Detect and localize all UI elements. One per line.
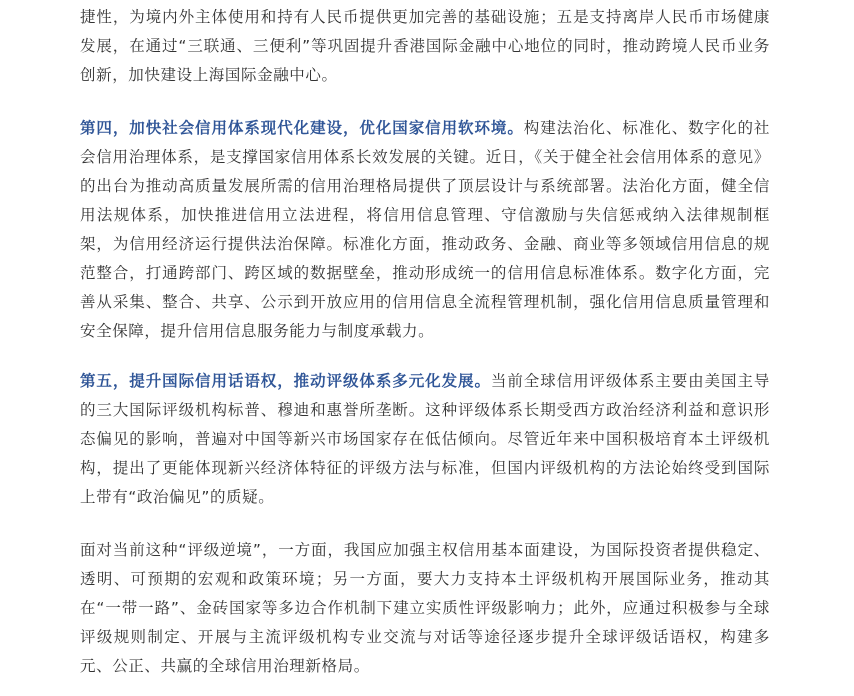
paragraph-continued [80, 3, 770, 90]
paragraph-fourth-point [80, 114, 770, 346]
paragraph-text: 构建法治化、标准化、数字化的社会信用治理体系，是支撑国家信用体系长效发展的关键。近日，《关于健全社会信用体系的意见》的出台为推动高质量发展所需的信用治理格局提供了顶层设计与系统部署。法治化方面，健全信用法规体系，加快推进信用立法进程，将信用信息管理、守信激励与失信惩戒纳入法律规制框架，为信用经济运行提供法治保障。标准化方面，推动政务、金融、商业等多领域信用信息的规范整合，打通跨部门、跨区域的数据壁垒，推动形成统一的信用信息标准体系。数字化方面，完善从采集、整合、共享、公示到开放应用的信用信息全流程管理机制，强化信用信息质量管理和安全保障，提升信用信息服务能力与制度承载力。 [80, 119, 770, 340]
paragraph-lead-heading: 第四，加快社会信用体系现代化建设，优化国家信用软环境。 [80, 119, 524, 137]
paragraph-fifth-point [80, 367, 770, 512]
paragraph-conclusion [80, 536, 770, 681]
paragraph-text: 捷性，为境内外主体使用和持有人民币提供更加完善的基础设施；五是支持离岸人民币市场健康发展，在通过“三联通、三便利”等巩固提升香港国际金融中心地位的同时，推动跨境人民币业务创新，加快建设上海国际金融中心。 [80, 8, 770, 84]
paragraph-lead-heading: 第五，提升国际信用话语权，推动评级体系多元化发展。 [80, 372, 491, 390]
paragraph-text: 当前全球信用评级体系主要由美国主导的三大国际评级机构标普、穆迪和惠誉所垄断。这种评级体系长期受西方政治经济利益和意识形态偏见的影响，普遍对中国等新兴市场国家存在低估倾向。尽管近年来中国积极培育本土评级机构，提出了更能体现新兴经济体特征的评级方法与标准，但国内评级机构的方法论始终受到国际上带有“政治偏见”的质疑。 [80, 372, 770, 506]
paragraph-text: 面对当前这种“评级逆境”，一方面，我国应加强主权信用基本面建设，为国际投资者提供稳定、透明、可预期的宏观和政策环境；另一方面，要大力支持本土评级机构开展国际业务，推动其在“一带一路”、金砖国家等多边合作机制下建立实质性评级影响力；此外，应通过积极参与全球评级规则制定、开展与主流评级机构专业交流与对话等途径逐步提升全球评级话语权，构建多元、公正、共赢的全球信用治理新格局。 [80, 541, 770, 675]
